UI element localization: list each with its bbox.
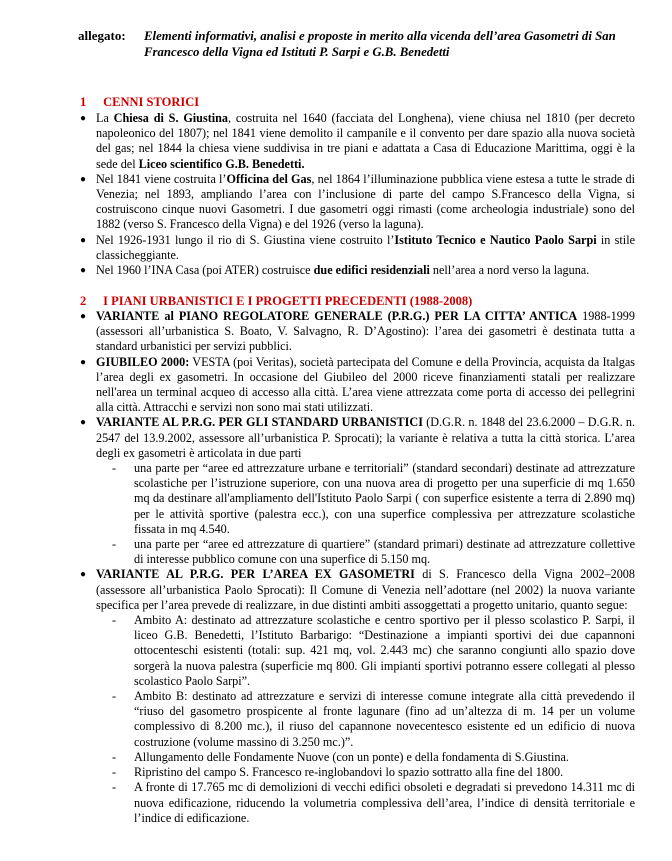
dash-icon: - <box>112 613 117 628</box>
list-item <box>80 415 635 567</box>
dash-text: Ambito B: destinato ad attrezzature e servizi di interesse comune integrate alla città prevedendo il “riuso del gasometro prospicente al fronte lagunare (fino ad un’altezza di m. 14 per un volume complessivo di 8.200 mc.), il riuso del capannone novecentesco esistente ed un edificio di nuova costruzione (volume massino di 3.250 mc.)”. <box>134 689 635 749</box>
item-bold: VARIANTE AL P.R.G. PER L’AREA EX GASOMETRI <box>96 567 415 582</box>
dash-icon: - <box>112 461 117 476</box>
item-text: di S. Francesco della Vigna 2002–2008 (assessore all’urbanistica Paolo Sprocati): Il Comune di Venezia nell’adottare (nel 2002) la nuova variante specifica per l’area prevede di realizzare, in due distinti ambiti assoggettati a progetto unitario, quanto segue: <box>96 567 635 612</box>
list-item <box>80 355 635 416</box>
dash-item <box>112 461 635 537</box>
dash-item <box>112 613 635 689</box>
item-text: Nel 1960 l’INA Casa (poi ATER) costruisce <box>96 263 314 278</box>
list-item <box>80 263 635 278</box>
attachment-label: allegato: <box>78 28 126 43</box>
item-bold: Officina del Gas <box>226 171 312 186</box>
dash-item <box>112 750 635 765</box>
dash-text: una parte per “aree ed attrezzature urbane e territoriali” (standard secondari) destinate ad attrezzature scolastiche per l’istruzione superiore, con una nuova area di progetto per una superficie di mq 1.650 mq da destinare all'ampliamento dell'Istituto Paolo Sarpi ( con superfice esistente a terra di 2.890 mq) per le attività sportive (palestra ecc.), con una superfice complessiva per attrezzature scolastiche fissata in mq 4.540. <box>134 461 635 536</box>
item-text: , nel 1864 l’illuminazione pubblica viene estesa a tutte le strade di Venezia; nel 1893, ampliando l’area con l’inclusione di parte del campo S.Francesco della Vigna, si costruiscono cinque nuovi Gasometri. I due gasometri oggi rimasti (come archeologia industriale) sono del 1882 (verso S. Francesco della Vigna) e del 1926 (verso la laguna). <box>96 171 635 232</box>
item-bold: GIUBILEO 2000: <box>96 354 190 369</box>
dash-text: Allungamento delle Fondamente Nuove (con un ponte) e della fondamenta di S.Giustina. <box>134 749 569 764</box>
section-2-heading <box>80 294 472 309</box>
dash-icon: - <box>112 780 117 795</box>
bullet-icon: ● <box>80 311 87 322</box>
item-text: , costruita nel 1640 (facciata del Longhena), viene chiusa nel 1810 (per decreto napoleonico del 1807); nel 1841 viene demolito il campanile e il convento per dare spazio alla nuova società del gas; nel 1844 la chiesa viene suddivisa in tre piani e adattata a Casa di Educazione Marittima, oggi è la sede del <box>96 111 636 171</box>
dash-icon: - <box>112 537 117 552</box>
item-text: in stile classicheggiante. <box>96 232 635 262</box>
dash-item <box>112 780 635 826</box>
bullet-icon: ● <box>80 234 87 246</box>
item-text: Nel 1841 viene costruita l’ <box>96 171 227 186</box>
dash-item <box>112 765 635 780</box>
dash-item <box>112 689 635 750</box>
list-item <box>80 233 635 263</box>
item-text: VESTA (poi Veritas), società partecipata del Comune e della Provincia, acquista da Italgas l’area degli ex gasometri. In occasione del Giubileo del 2000 riceve finanziamenti statali per realizzare nell'area un terminal acqueo di accesso alla città. L’area viene attrezzata come porta di accesso dei pellegrini alla città. Attracchi e servizi non sono mai stati utilizzati. <box>96 354 635 415</box>
item-text: (D.G.R. n. 1848 del 23.6.2000 – D.G.R. n. 2547 del 13.9.2002, assessore all’urbanistica P. Sprocati); la variante è relativa a tutta la città storica. L’area degli ex gasometri è articolata in due parti <box>96 415 636 460</box>
bullet-icon: ● <box>80 173 87 185</box>
dash-text: Ambito A: destinato ad attrezzature scolastiche e centro sportivo per il plesso scolastico P. Sarpi, il liceo G.B. Benedetti, l’Istituto Barbarigo: “Destinazione a impianti sportivi dei due capannoni ottocenteschi esistenti (totali: sup. 421 mq, vol. 2.443 mc) che saranno congiunti allo spazio dove sorgerà la nuova palestra (superficie mq 800. Gli impianti sportivi potranno essere collegati al plesso scolastico Paolo Sarpi”. <box>134 613 635 688</box>
list-item <box>80 172 635 233</box>
section-2-list <box>80 309 635 826</box>
item-bold: VARIANTE al PIANO REGOLATORE GENERALE (P.R.G.) PER LA CITTA’ ANTICA <box>96 309 578 323</box>
bullet-icon: ● <box>80 417 87 429</box>
dash-list <box>96 461 635 567</box>
item-bold: Chiesa di S. Giustina <box>113 111 229 125</box>
bullet-icon: ● <box>80 265 87 277</box>
bullet-icon: ● <box>80 356 87 368</box>
section-2-title: I PIANI URBANISTICI E I PROGETTI PRECEDENTI (1988-2008) <box>103 294 473 308</box>
section-1-list <box>80 97 635 278</box>
item-bold: due edifici residenziali <box>313 263 430 278</box>
list-item <box>80 567 635 825</box>
dash-icon: - <box>112 749 117 764</box>
document-title: Elementi informativi, analisi e proposte in merito alla vicenda dell’area Gasometri di San Francesco della Vigna ed Istituti P. Sarpi e G.B. Benedetti <box>144 29 616 59</box>
section-2-number: 2 <box>80 294 87 308</box>
section-1-title: CENNI STORICI <box>103 95 200 109</box>
dash-list <box>96 613 635 826</box>
item-text: nell’area a nord verso la laguna. <box>429 263 590 278</box>
item-bold: Istituto Tecnico e Nautico Paolo Sarpi <box>394 232 597 247</box>
item-bold: VARIANTE AL P.R.G. PER GLI STANDARD URBANISTICI <box>96 415 423 430</box>
item-text: La <box>96 111 114 125</box>
bullet-icon: ● <box>80 569 87 581</box>
dash-item <box>112 537 635 567</box>
list-item <box>80 111 635 172</box>
dash-icon: - <box>112 765 117 780</box>
item-bold: Liceo scientifico G.B. Benedetti. <box>138 156 305 171</box>
bullet-icon: ● <box>80 113 87 124</box>
dash-text: Ripristino del campo S. Francesco re-inglobandovi lo spazio sottratto alla fine del 1800. <box>134 765 564 780</box>
dash-text: una parte per “aree ed attrezzature di quartiere” (standard primari) destinate ad attrezzature collettive di interesse pubblico comune con una superfice di 5.150 mq. <box>134 537 635 567</box>
item-text: Nel 1926-1931 lungo il rio di S. Giustina viene costruito l’ <box>96 232 395 247</box>
dash-text: A fronte di 17.765 mc di demolizioni di vecchi edifici obsoleti e degradati si prevedono 14.311 mc di nuova edificazione, riducendo la volumetria complessiva dell’area, l’indice di densità territoriale e l’indice di edificazione. <box>134 780 635 825</box>
item-text: 1988-1999 (assessori all’urbanistica S. Boato, V. Salvagno, R. D’Agostino): l’area dei gasometri è destinata tutta a standard urbanistici per servizi pubblici. <box>96 309 635 354</box>
list-item <box>80 309 635 355</box>
section-1-number: 1 <box>80 95 87 109</box>
dash-icon: - <box>112 689 117 704</box>
